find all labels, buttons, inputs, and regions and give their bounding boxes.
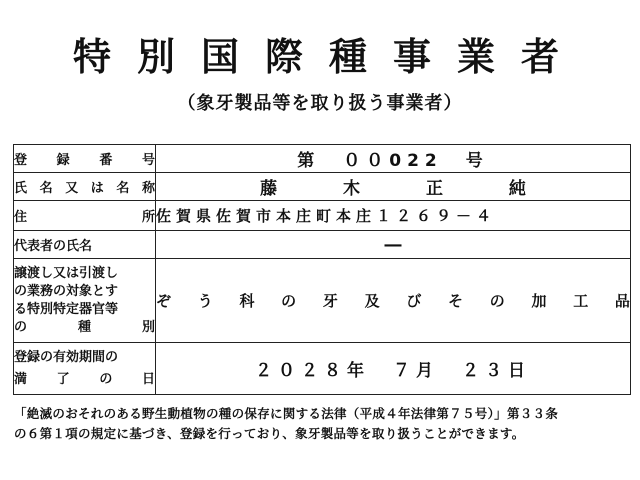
value-char: 及 (364, 292, 380, 310)
label-char: の (99, 371, 113, 387)
page-subtitle: （象牙製品等を取り扱う事業者） (177, 93, 463, 114)
items-label (14, 259, 156, 343)
label-line: の業務の対象とす (14, 283, 119, 299)
label-char: は (90, 181, 104, 196)
value-char: の (281, 292, 297, 310)
label-char: 氏 (14, 181, 28, 196)
label-char: 名 (116, 181, 130, 196)
label-char: 種 (77, 319, 91, 335)
label-char: 登 (14, 153, 28, 168)
label-line (14, 319, 155, 337)
name-row (14, 173, 631, 201)
name-label (14, 173, 156, 201)
label-char: 了 (56, 371, 70, 387)
address-row (14, 201, 631, 231)
label-char: 称 (141, 181, 155, 196)
value-char: ぞ (156, 292, 172, 310)
validity-label (14, 343, 156, 395)
label-line: 譲渡し又は引渡し (14, 265, 119, 281)
label-char: 録 (56, 153, 70, 168)
label-line: る特別特定器官等 (14, 301, 119, 317)
value-char: 科 (239, 292, 255, 310)
page-title: 特別国際種事業者 (72, 35, 585, 79)
representative-label: 代表者の氏名 (14, 231, 156, 259)
label-char: 名 (39, 181, 53, 196)
registration-number-label (14, 145, 156, 173)
value-char: 工 (573, 292, 589, 310)
validity-value: ２０２８年 ７月 ２３日 (156, 343, 631, 395)
registration-number-row (14, 145, 631, 173)
label-char: 所 (141, 210, 155, 225)
representative-row (14, 231, 631, 259)
registration-number-value: 第 ００022 号 (156, 145, 631, 173)
registration-table (13, 144, 631, 395)
label-line (14, 369, 155, 391)
label-line: 登録の有効期間の (14, 349, 119, 365)
value-char: う (197, 292, 213, 310)
label-char: の (14, 319, 28, 335)
label-char: 番 (99, 153, 113, 168)
legal-notice-line: の６第１項の規定に基づき、登録を行っており、象牙製品等を取り扱うことができます。 (14, 426, 525, 441)
label-char: 住 (14, 210, 28, 225)
value-char: 品 (614, 292, 630, 310)
label-char: 又 (65, 181, 79, 196)
label-char: 別 (141, 319, 155, 335)
label-char: 日 (141, 371, 155, 387)
representative-value: ― (156, 231, 631, 259)
legal-notice (14, 404, 630, 444)
validity-row (14, 343, 631, 395)
items-row (14, 259, 631, 343)
name-value: 藤 木 正 純 (156, 173, 631, 201)
address-value: 佐賀県佐賀市本庄町本庄１２６９－４ (156, 201, 631, 231)
label-char: 号 (141, 153, 155, 168)
value-char: の (489, 292, 505, 310)
value-char: 牙 (322, 292, 338, 310)
legal-notice-line: 「絶滅のおそれのある野生動植物の種の保存に関する法律（平成４年法律第７５号）」第３３条 (14, 406, 559, 421)
value-char: そ (448, 292, 464, 310)
address-label (14, 201, 156, 231)
value-char: び (406, 292, 422, 310)
items-value (156, 259, 631, 343)
value-char: 加 (531, 292, 547, 310)
label-char: 満 (14, 371, 28, 387)
